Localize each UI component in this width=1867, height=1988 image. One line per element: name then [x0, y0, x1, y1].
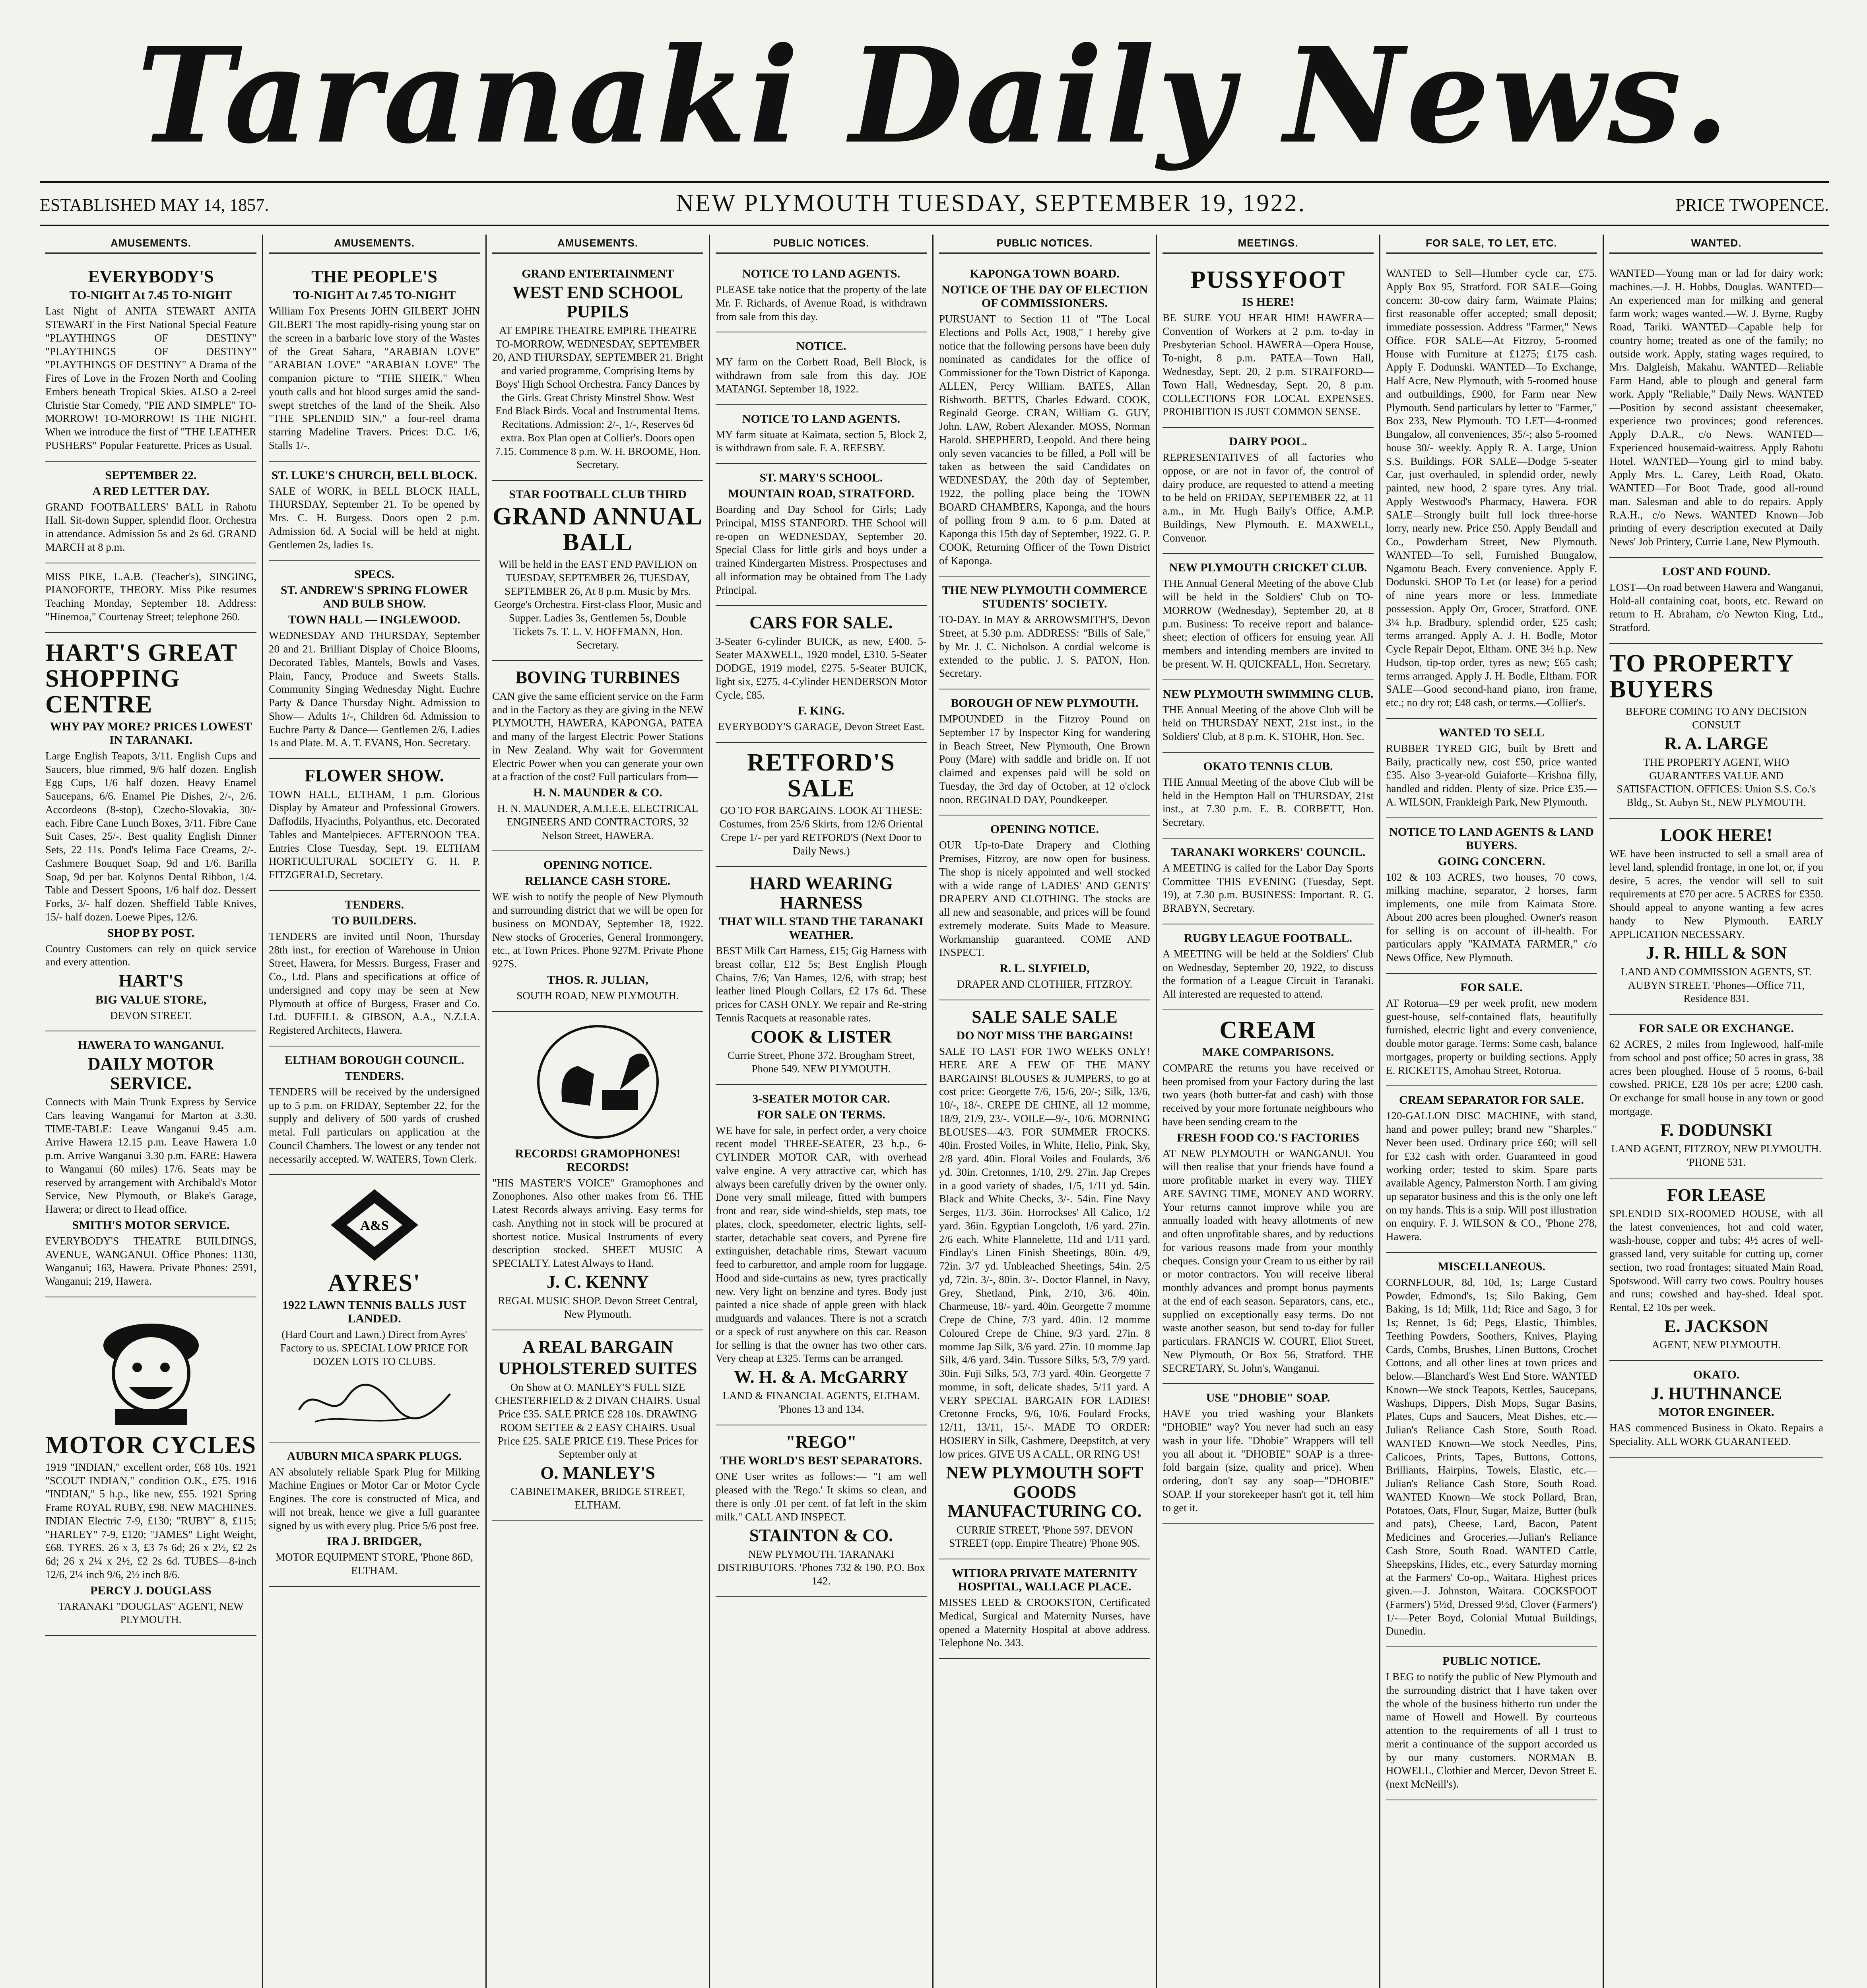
- ad-title: OKATO TENNIS CLUB.: [1203, 759, 1333, 773]
- ad-motor-car: [716, 1085, 927, 1425]
- ad-body: LOST—On road between Hawera and Wanganui, Hold-all containing coat, boots, etc. Reward on return to H. Abraham, c/o Newton King, Ltd., Stratford.: [1609, 581, 1823, 633]
- ad-title: AYRES': [328, 1270, 421, 1297]
- ad-body: ONE User writes as follows:— "I am well pleased with the 'Rego.' It skims so clean, and there is only .01 per cent. of fat left in the skim milk." CALL AND INSPECT.: [716, 1470, 927, 1523]
- ad-address: H. N. MAUNDER, A.M.I.E.E. ELECTRICAL ENGINEERS AND CONTRACTORS, 32 Nelson Street, HAWERA.: [497, 802, 699, 841]
- ad-signature: W. H. & A. McGARRY: [734, 1367, 908, 1387]
- ad-title: DAIRY POOL.: [1229, 435, 1307, 448]
- ad-address: EVERYBODY'S GARAGE, Devon Street East.: [718, 720, 925, 733]
- ad-subtitle: GOING CONCERN.: [1438, 854, 1545, 868]
- ad-body: 62 ACRES, 2 miles from Inglewood, half-mile from school and post office; 50 acres in grass, 38 acres been ploughed. House of 5 rooms, 6-bail cowshed. PRICE, £28 10s per acre; £200 cash. Or exchange for small house in any town or good mortgage.: [1609, 1038, 1823, 1117]
- ad-subtitle: DAILY MOTOR SERVICE.: [87, 1054, 214, 1093]
- ad-body: HAS commenced Business in Okato. Repairs a Speciality. ALL WORK GUARANTEED.: [1609, 1422, 1823, 1448]
- ad-body: Country Customers can rely on quick service and every attention.: [45, 942, 256, 968]
- ad-signature: R. A. LARGE: [1664, 734, 1768, 753]
- ad-title: RETFORD'S SALE: [747, 749, 895, 802]
- ad-body: GO TO FOR BARGAINS. LOOK AT THESE: Costumes, from 25/6 Skirts, from 12/6 Oriental Crepe 1/- per yard RETFORD'S (Next Door to Daily News.): [719, 804, 923, 857]
- ad-dhobie-soap: [1163, 1384, 1374, 1524]
- ad-body: 1919 "INDIAN," excellent order, £68 10s. 1921 "SCOUT INDIAN," condition O.K., £75. 1916 "INDIAN," 5 h.p., like new, £55. 1921 Spring Frame ROYAL RUBY, £98. NEW MACHINES. INDIAN Electric 7-9, £130; "RUBY" 8, £115; "HARLEY" 7-9, £120; "JAMES" Light Weight, £68. TYRES. 26 x 3, £3 7s 6d; 26 x 2½, £2 2s 6d; 26 x 2¼ x 2½, £2 2s 6d. TUBES—8-inch 12/6, 2¼ inch 9/6, 2½ inch 8/6.: [45, 1461, 256, 1580]
- notice-land-agents-2: [716, 405, 927, 464]
- ad-subtitle: WEST END SCHOOL PUPILS: [512, 283, 683, 322]
- ad-body: AT Rotorua—£9 per week profit, new modern guest-house, self-contained flats, beautifully furnished, electric light and every convenience, double motor garage. Terms: Some cash, balance mortgages, property or building sections. Apply E. RICKETTS, Amohau Street, Rotorua.: [1386, 997, 1597, 1076]
- meeting-tennis-club: [1163, 753, 1374, 839]
- ad-subtitle: TO-NIGHT At 7.45 TO-NIGHT: [69, 289, 233, 302]
- ad-title: "REGO": [786, 1432, 857, 1452]
- notice-farm-withdrawn: [716, 332, 927, 405]
- ad-signature: IRA J. BRIDGER,: [327, 1535, 422, 1548]
- ad-body: (Hard Court and Lawn.) Direct from Ayres' Factory to us. SPECIAL LOW PRICE FOR DOZEN LOTS TO CLUBS.: [280, 1328, 469, 1367]
- ad-subtitle: IS HERE!: [1242, 295, 1294, 309]
- ad-address: SOUTH ROAD, NEW PLYMOUTH.: [516, 989, 679, 1002]
- ad-subtitle: THE WORLD'S BEST SEPARATORS.: [720, 1454, 922, 1468]
- notice-kaponga: [939, 260, 1150, 577]
- ad-title: CARS FOR SALE.: [749, 613, 893, 633]
- ad-body: RUBBER TYRED GIG, built by Brett and Baily, practically new, cost £50, price wanted £35. Also 3-year-old Guiaforte—Krishna filly, handled and ridden. Plenty of size. Price £35.—A. WILSON, Frankleigh Park, New Plymouth.: [1386, 742, 1597, 808]
- column-heading: PUBLIC NOTICES.: [939, 235, 1150, 254]
- ad-signature: THOS. R. JULIAN,: [547, 973, 648, 986]
- ad-body: WE wish to notify the people of New Plymouth and surrounding district that we will be open for business on MONDAY, September 18, 1922. New stocks of Groceries, General Ironmongery, etc., at Town Prices. Phone 927M. Private Phone 927S.: [492, 891, 703, 970]
- ad-retfords: [716, 743, 927, 867]
- ad-title: EVERYBODY'S: [88, 267, 214, 286]
- ad-body: CAN give the same efficient service on the Farm and in the Factory as they are giving in the NEW PLYMOUTH, HAWERA, KAPONGA, PATEA and many of the largest Electric Power Stations in New Zealand. Why wait for Government Electric Power when you can generate your own at a fraction of the cost? Full particulars from—: [492, 690, 703, 783]
- ad-title: BOROUGH OF NEW PLYMOUTH.: [951, 697, 1139, 710]
- ad-body: CORNFLOUR, 8d, 10d, 1s; Large Custard Powder, Edmond's, 1s; Silo Baking, Gem Baking, 1s 1d; Milk, 11d; Rice and Sago, 3 for 1s; Rennet, 1s 6d; Pegs, Elastic, Thimbles, Teething Powders, Soothers, Knives, Playing Cards, Combs, Brushes, Linen Buttons, Crochet Cottons, and all other lines at town prices and below.—Blanchard's West End Store. WANTED Known—We stock Teapots, Kettles, Saucepans, Washups, Dippers, Dish Mops, Sugar Basins, Plates, Cups and Saucers, Meat Dishes, etc.—Julian's Reliance Cash Store, South Road. WANTED Known—We stock Needles, Pins, Calicoes, Prints, Tapes, Buttons, Cottons, Brilliants, Hairpins, Towels, Elastic, etc.—Julian's Reliance Cash Store, South Road. WANTED Known—We stock Pollard, Bran, Potatoes, Oats, Flour, Sugar, Maize, Butter (bulk and pats), Cheese, Lard, Bacon, Patent Medicines and Groceries.—Julian's Reliance Cash Store, South Road. WANTED Cattle, Sheepskins, Hides, etc., every Saturday morning at the Farmers' Co-op., Waitara. Highest prices given.—J. Johnston, Waitara. COCKSFOOT (Farmers') 5½d, Dressed 9½d, Clover (Farmers') 1/-—Peter Boyd, Colonial Mutual Buildings, Dunedin.: [1386, 1276, 1597, 1637]
- ad-body: BE SURE YOU HEAR HIM! HAWERA—Convention of Workers at 2 p.m. to-day in Presbyterian School. HAWERA—Opera House, To-night, 8 p.m. PATEA—Town Hall, Wednesday, Sept. 20, 2 p.m. STRATFORD—Town Hall, Wednesday, Sept. 20, 8 p.m. COLLECTIONS FOR LOCAL EXPENSES. PROHIBITION IS JUST COMMON SENSE.: [1163, 312, 1374, 418]
- price: PRICE TWOPENCE.: [1675, 195, 1829, 215]
- ad-body: REPRESENTATIVES of all factories who oppose, or are not in favor of, the control of dairy produce, are requested to attend a meeting to be held on FRIDAY, SEPTEMBER 22, at 11 a.m., in Mr. Hugh Baily's Office, A.M.P. Buildings, New Plymouth. E. MAXWELL, Convenor.: [1163, 451, 1374, 544]
- ad-title: HART'S GREAT SHOPPING CENTRE: [45, 639, 237, 718]
- ad-signature: J. C. KENNY: [547, 1272, 649, 1292]
- meeting-dairy-pool: [1163, 428, 1374, 554]
- signature-icon: [291, 1374, 458, 1430]
- ad-manleys: [492, 1330, 703, 1521]
- ad-body: WE have been instructed to sell a small area of level land, splendid frontage, in one lot, or, if you desire, 5 acres, the vendor will sell to suit requirements at £70 per acre. 5 ACRES for £350. Should appeal to anyone wanting a few acres handy to New Plymouth. EARLY APPLICATION NECESSARY.: [1609, 848, 1823, 940]
- ad-body: THE Annual General Meeting of the above Club will be held in the Soldiers' Club on TO-MORROW (Wednesday), September 20, at 8 p.m. Business: To receive report and balance-sheet; election of officers for ensuing year. All members and intending members are invited to be present. W. H. QUICKFALL, Hon. Secretary.: [1163, 577, 1374, 670]
- ad-eltham-borough: [269, 1046, 480, 1175]
- dateline: [40, 187, 1829, 223]
- ad-wanted-to-sell: [1386, 719, 1597, 818]
- ad-body: WE have for sale, in perfect order, a very choice recent model THREE-SEATER, 23 h.p., 6-CYLINDER MOTOR CAR, with overhead valve engine. A very attractive car, which has always been carefully driven by the owner only. Done very small mileage, fitted with bumpers front and rear, side wind-shields, step mats, toe plates, clock, speedometer, electric lights, self-starter, detachable seat covers, and Pyrene fire extinguisher, detachable rims, Stewart vacuum feed to carburettor, and ample room for luggage. Hood and side-curtains as new, tyres practically new. Very light on benzine and tyres. Body just painted a nice shade of apple green with black mudguards and valances. There is not a scratch or a speck of rust anywhere on this car. Reason for selling is that the owner has two other cars. Very cheap at £325. Terms can be arranged.: [716, 1124, 927, 1365]
- ad-signature: J. HUTHNANCE: [1650, 1384, 1782, 1404]
- ad-title: NOTICE.: [796, 340, 846, 353]
- ad-title: ST. LUKE'S CHURCH, BELL BLOCK.: [271, 468, 477, 482]
- ad-signature: O. MANLEY'S: [540, 1463, 655, 1483]
- ad-title: LOST AND FOUND.: [1662, 565, 1770, 578]
- ad-body: A MEETING will be held at the Soldiers' Club on Wednesday, September 20, 1922, to discuss the formation of a League Circuit in Taranaki. All interested are requested to attend.: [1163, 947, 1374, 1000]
- ad-subtitle: FOR SALE ON TERMS.: [757, 1108, 885, 1121]
- masthead: [32, 12, 1837, 179]
- column-heading: WANTED.: [1609, 235, 1823, 254]
- ad-title: OPENING NOTICE.: [543, 858, 652, 872]
- ad-subtitle: NOTICE OF THE DAY OF ELECTION OF COMMISSIONERS.: [941, 283, 1148, 310]
- ad-body: TENDERS will be received by the undersigned up to 5 p.m. on FRIDAY, September 22, for the supply and delivery of 500 yards of crushed metal. Full particulars on application at the Council Chambers. The lowest or any tender not necessarily accepted. W. WATERS, Town Clerk.: [269, 1085, 480, 1165]
- ad-body: THE Annual Meeting of the above Club will be held on THURSDAY NEXT, 21st inst., in the Soldiers' Club, at 8 p.m. K. STOHR, Hon. Sec.: [1163, 703, 1374, 743]
- ad-spark-plugs: [269, 1442, 480, 1587]
- ad-title: FOR LEASE: [1667, 1185, 1766, 1205]
- ad-body: PLEASE take notice that the property of the late Mr. F. Richards, of Avenue Road, is withdrawn from sale from this day.: [716, 283, 927, 322]
- ad-address: LAND & FINANCIAL AGENTS, ELTHAM. 'Phones 13 and 134.: [722, 1390, 920, 1415]
- ad-body: MISSES LEED & CROOKSTON, Certificated Medical, Surgical and Maternity Nurses, have opened a Maternity Hospital at above address. Telephone No. 343.: [939, 1596, 1150, 1649]
- ad-reliance-cash-store: [492, 851, 703, 1011]
- classifieds-wanted: [1609, 260, 1823, 558]
- ad-pussyfoot: [1163, 260, 1374, 428]
- column-2: [263, 235, 487, 1988]
- column-heading: AMUSEMENTS.: [492, 235, 703, 254]
- ad-title: SALE SALE SALE: [972, 1007, 1118, 1027]
- ad-body: SALE of WORK, in BELL BLOCK HALL, THURSDAY, September 21. To be opened by Mrs. C. H. Burgess. Doors open 2 p.m. Admission 6d. A Social will be held at night. Gentlemen 2s, ladies 1s.: [269, 485, 480, 551]
- ad-subtitle: FRESH FOOD CO.'S FACTORIES: [1177, 1131, 1359, 1144]
- ad-cream-separator: [1386, 1086, 1597, 1253]
- ad-title: BOVING TURBINES: [515, 668, 680, 687]
- ad-title: GRAND ENTERTAINMENT: [522, 267, 674, 280]
- ad-body: SALE TO LAST FOR TWO WEEKS ONLY! HERE ARE A FEW OF THE MANY BARGAINS! BLOUSES & JUMPERS, to go at cost price: Georgette 7/6, 15/6, 20/-; Silk, 13/6, 10/-, 18/-. CREPE DE CHINE, all 12 momme, 18/9, 21/9, 23/-. VOILE—9/-, 10/6. MORNING BLOUSES—4/3. FOR SUMMER FROCKS. 40in. Frosted Voiles, in White, Helio, Pink, Sky, 2/8 yard. 40in. Floral Voiles and Foulards, 3/6 yd. 30in. Cretonnes, 1/10, 2/9. 27in. Jap Crepes in a good variety of shades, 1/5, 1/11 yd. 54in. Black and White Checks, 3/-. 54in. Fine Navy Serges, 11/3. 36in. Horrockses' All Calico, 1/2 yard. 36in. Egyptian Longcloth, 1/6 yard. 27in. 2/6 each. White Flannelette, 11d and 1/11 yard. Findlay's Linen Finish Sheetings, 80in. 4/9, 72in. 3/7 yd. Unbleached Sheetings, 54in. 2/5 yd, 72in. 3/-, 80in. 3/-. Doctor Flannel, in Navy, Grey, Shetland, Pink, 2/10, 3/6. 40in. Charmeuse, 18/- yard. 40in. Georgette 7 momme Crepe de Chine, 7/3 yard. 40in. 12 momme Coloured Crepe de Chine, 9/3 yard. 27in. 8 momme Jap Silk, 3/6 yard. 27in. 10 momme Jap Silk, 4/6 yard. 34in. Tussore Silks, 5/3, 7/9 yard. 30in. Fuji Silks, 5/3, 7/3 yard. 40in. Georgette 7 momme, in soft, delicate shades, 5/11 yard. A VERY SPECIAL BARGAIN FOR LADIES! Cretonne Frocks, 9/6, 10/6. Foulard Frocks, 12/11, 13/11, 15/-. MADE TO ORDER: HOSIERY in Silk, Cashmere, Deepstitch, at very low prices. GIVE US A CALL, OR RING US!: [939, 1045, 1150, 1460]
- ad-address: THE PROPERTY AGENT, WHO GUARANTEES VALUE AND SATISFACTION. OFFICES: Union S.S. Co.'s Bldg., St. Aubyn St., NEW PLYMOUTH.: [1617, 756, 1816, 809]
- ad-body: TOWN HALL, ELTHAM, 1 p.m. Glorious Display by Amateur and Professional Growers. Daffodils, Hyacinths, Polyanthus, etc. Decorated Tables and Mantelpieces. AFTERNOON TEA. Entries Close Tuesday, Sept. 19. ELTHAM HORTICULTURAL SOCIETY G. H. P. FITZGERALD, Secretary.: [269, 788, 480, 881]
- ad-body: Last Night of ANITA STEWART ANITA STEWART in the First National Special Feature "PLAYTHINGS OF DESTINY" "PLAYTHINGS OF DESTINY" "PLAYTHINGS OF DESTINY" A Drama of the Fires of Love in the Frozen North and Cooling Embers beneath Tropical Skies. ALSO a 2-reel Christie Star Comedy, "PIE AND SIMPLE" TO-MORROW! TO-MORROW! IS THE NIGHT. When we introduce the first of "THE LEATHER PUSHERS" Popular Featurette. Prices as Usual.: [45, 305, 256, 451]
- meeting-workers-council: [1163, 839, 1374, 924]
- ad-signature: E. JACKSON: [1664, 1316, 1768, 1336]
- ad-body: Connects with Main Trunk Express by Service Cars leaving Wanganui for Marton at 3.30. TIME-TABLE: Leave Wanganui 9.45 a.m. Arrive Hawera 12.15 p.m. Leave Hawera 1.0 p.m. Arrive Wanganui 3.30 p.m. FARE: Hawera to Wanganui (60 miles) 17/6. Seats may be reserved by arrangement with Archibald's Motor Service, New Plymouth, or Blake's Garage, Hawera; or direct to Head office.: [45, 1096, 256, 1215]
- ad-address: LAND AND COMMISSION AGENTS, ST. AUBYN STREET. 'Phones—Office 711, Residence 831.: [1621, 965, 1812, 1005]
- ad-subtitle: BIG VALUE STORE,: [95, 993, 207, 1006]
- ad-signature: F. DODUNSKI: [1660, 1120, 1772, 1140]
- ad-body: Large English Teapots, 3/11. English Cups and Saucers, blue rimmed, 9/6 half dozen. English Egg Cups, 1/6 half dozen. Heavy Enamel Saucepans, 6/6. Enamel Pie Dishes, 2/-, 2/6. Accordeons (8-stop), Czecho-Slovakia, 30/- each. Fibre Cane Lunch Boxes, 3/11. Fibre Cane Suit Cases, 25/-. Best quality English Dinner Sets, 22 11s. Pond's Ielima Face Creams, 2/-. Cashmere Bouquet Soap, 9d and 1/6. Barilla Soap, 9d per bar. Kolynos Dental Ribbon, 1/4. Table and Dessert Spoons, 1/6 half doz. Dessert Forks, 3/- half dozen. Sheffield Table Knives, 15/- half dozen. Loewe Pipes, 12/6.: [45, 749, 256, 923]
- ad-subtitle: GRAND ANNUAL BALL: [493, 503, 703, 556]
- notice-public-howell: [1386, 1647, 1597, 1800]
- ad-title: WANTED TO SELL: [1438, 726, 1545, 739]
- ad-signature: J. R. HILL & SON: [1646, 943, 1787, 963]
- ad-address: REGAL MUSIC SHOP. Devon Street Central, New Plymouth.: [498, 1295, 698, 1320]
- ad-title: THE NEW PLYMOUTH COMMERCE STUDENTS' SOCIETY.: [942, 584, 1147, 611]
- column-heading: PUBLIC NOTICES.: [716, 235, 927, 254]
- ad-records: [492, 1012, 703, 1330]
- ad-subtitle: RELIANCE CASH STORE.: [525, 874, 671, 888]
- ad-red-letter-day: [45, 462, 256, 563]
- ad-title: PUBLIC NOTICE.: [1442, 1654, 1541, 1668]
- ad-title: AUBURN MICA SPARK PLUGS.: [287, 1449, 462, 1463]
- ad-body: EVERYBODY'S THEATRE BUILDINGS, AVENUE, WANGANUI. Office Phones: 1130, Wanganui; 163, Hawera. Private Phones: 2591, Wanganui; 219, Hawera.: [45, 1235, 256, 1287]
- column-8: [1604, 235, 1829, 1988]
- ad-signature: PERCY J. DOUGLASS: [90, 1584, 212, 1597]
- ad-body: William Fox Presents JOHN GILBERT JOHN GILBERT The most rapidly-rising young star on the screen in a barbaric love story of the Wastes of the Great Sahara, "ARABIAN LOVE" "ARABIAN LOVE" "ARABIAN LOVE" The companion picture to "THE SHEIK." When youth calls and hot blood surges amid the sand-swept stretches of the land of the Sheik. Also "THE SPLENDID SIN," a four-reel drama starring Madeline Travers. Prices: D.C. 1/6, Stalls 1/-.: [269, 305, 480, 451]
- column-heading: AMUSEMENTS.: [269, 235, 480, 254]
- meeting-swimming-club: [1163, 680, 1374, 753]
- section-heading: TENDERS.: [344, 898, 404, 911]
- ad-miss-pike: [45, 563, 256, 633]
- ad-cream: [1163, 1010, 1374, 1384]
- ad-title: THE PEOPLE'S: [311, 267, 437, 286]
- ad-body: Will be held in the EAST END PAVILION on TUESDAY, SEPTEMBER 26, TUESDAY, SEPTEMBER 26, At 8 p.m. Music by Mrs. George's Orchestra. First-class Floor, Music and Supper. Ladies 3s, Gentlemen 5s, Double Tickets 7s. T. L. V. HOFFMANN, Hon. Secretary.: [494, 558, 702, 651]
- ad-title: STAR FOOTBALL CLUB THIRD: [509, 488, 687, 501]
- ad-title: ST. ANDREW'S SPRING FLOWER AND BULB SHOW.: [280, 584, 468, 611]
- ad-body: AT EMPIRE THEATRE EMPIRE THEATRE TO-MORROW, WEDNESDAY, SEPTEMBER 20, AND THURSDAY, SEPTEMBER 21. Bright and varied programme, Comprising Items by Boys' High School Orchestra. Fancy Dances by the Girls. Great Christy Minstrel Show. West End Black Birds. Vocal and Instrumental Items. Recitations. Admission: 2/-, 1/-, Reserves 6d extra. Box Plan open at Collier's. Doors open 7.15. Commence 8 p.m. W. H. BROOME, Hon. Secretary.: [492, 324, 703, 471]
- ad-address: CABINETMAKER, BRIDGE STREET, ELTHAM.: [510, 1485, 685, 1511]
- newsboy-caricature-icon: [91, 1308, 211, 1427]
- ad-title: TO BUILDERS.: [332, 914, 417, 927]
- ad-going-concern: [1386, 818, 1597, 974]
- section-heading: SPECS.: [354, 568, 394, 581]
- established-date: ESTABLISHED MAY 14, 1857.: [40, 195, 269, 215]
- ad-title: LOOK HERE!: [1660, 825, 1773, 845]
- ad-star-football-ball: [492, 481, 703, 661]
- issue-date: NEW PLYMOUTH TUESDAY, SEPTEMBER 19, 1922.: [676, 190, 1306, 217]
- ad-body: "HIS MASTER'S VOICE" Gramophones and Zonophones. Also other makes from £6. THE Latest Records always arriving. Easy terms for cash. Anything not in stock will be procured at shortest notice. Musical Instruments of every description stocked. SHEET MUSIC A SPECIALTY. Latest Always to Hand.: [492, 1176, 703, 1270]
- ad-title: RUGBY LEAGUE FOOTBALL.: [1184, 931, 1353, 945]
- ad-signature: STAINTON & CO.: [749, 1526, 893, 1545]
- ad-address: MOTOR EQUIPMENT STORE, 'Phone 86D, ELTHAM.: [276, 1551, 473, 1577]
- ad-subtitle: TOWN HALL — INGLEWOOD.: [288, 613, 460, 627]
- ad-title: SMITH'S MOTOR SERVICE.: [72, 1218, 230, 1232]
- ad-body: 3-Seater 6-cylinder BUICK, as new, £400. 5-Seater MAXWELL, 1920 model, £310. 5-Seater DODGE, 1919 model, £275. 5-Seater BUICK, light six, £275. 4-Cylinder HENDERSON Motor Cycle, £85.: [716, 635, 927, 701]
- ad-look-here: [1609, 819, 1823, 1015]
- ad-subtitle: MOUNTAIN ROAD, STRATFORD.: [728, 487, 914, 500]
- masthead-rule: [40, 181, 1829, 183]
- ad-signature: NEW PLYMOUTH SOFT GOODS MANUFACTURING CO.: [946, 1463, 1143, 1521]
- column-heading: FOR SALE, TO LET, ETC.: [1386, 235, 1597, 254]
- ad-body: A MEETING is called for the Labor Day Sports Committee THIS EVENING (Tuesday, Sept. 19), at 7.30 p.m. BUSINESS: Important. R. G. BRABYN, Secretary.: [1163, 862, 1374, 914]
- ad-st-lukes: [269, 462, 480, 561]
- diamond-logo-icon: [327, 1185, 422, 1265]
- ad-title: 3-SEATER MOTOR CAR.: [752, 1092, 890, 1105]
- ad-flower-show-eltham: [269, 759, 480, 891]
- ad-body: BEST Milk Cart Harness, £15; Gig Harness with breast collar, £12 5s; Best English Plough Chains, 7/6; Van Hames, 12/6, with strap; best leather lined Plough Collars, £2 17s 6d. These prices for CASH ONLY. We repair and Re-string Tennis Racquets at reasonable rates.: [716, 945, 927, 1024]
- ad-signature: H. N. MAUNDER & CO.: [533, 786, 662, 800]
- ad-tenders: [269, 891, 480, 1046]
- notice-borough: [939, 689, 1150, 815]
- column-heading: MEETINGS.: [1163, 235, 1374, 254]
- ad-body: AT NEW PLYMOUTH or WANGANUI. You will then realise that your friends have found a more profitable market in every way. THEY ARE SAVING TIME, MONEY AND WORRY. Your returns cannot improve while you are annually loaded with heavy allotments of new and often unprofitable shares, and by reductions for various reasons made from your monthly cheques. Consign your Cream to us either by rail or motor contractors. You will receive liberal monthly advances and prompt bonus payments at the end of each season. Separators, cans, etc., supplied on exceptionally easy terms. Do not waste another season, but send to-day for fuller particulars. FRANCIS W. COURT, Eliot Street, New Plymouth, Or Box 56, Stratford. THE SECRETARY, St. John's, Wanganui.: [1163, 1147, 1374, 1374]
- ad-title: NEW PLYMOUTH SWIMMING CLUB.: [1163, 687, 1374, 701]
- column-heading: AMUSEMENTS.: [45, 235, 256, 254]
- ad-property-buyers: [1609, 644, 1823, 819]
- column-1: [40, 235, 263, 1988]
- ad-okato-motor-engineer: [1609, 1361, 1823, 1458]
- ad-title: SEPTEMBER 22.: [105, 468, 197, 482]
- ad-for-lease: [1609, 1178, 1823, 1361]
- ad-title: NOTICE TO LAND AGENTS.: [742, 412, 901, 425]
- ad-title: RECORDS! GRAMOPHONES! RECORDS!: [515, 1147, 681, 1174]
- ad-body: BEFORE COMING TO ANY DECISION CONSULT: [1625, 705, 1807, 731]
- ad-title: TO PROPERTY BUYERS: [1609, 650, 1793, 703]
- ad-address: AGENT, NEW PLYMOUTH.: [1652, 1339, 1781, 1351]
- ad-body: GRAND FOOTBALLERS' BALL in Rahotu Hall. Sit-down Supper, splendid floor. Orchestra in attendance. Admission 5s and 2s 6d. GRAND MARCH at 8 p.m.: [45, 501, 256, 553]
- ad-body: WANTED—Young man or lad for dairy work; machines.—J. H. Hobbs, Douglas. WANTED—An experienced man for milking and general farm work; wages wanted.—W. J. Byrne, Rugby Road, Tariki. WANTED—Capable help for country home; treated as one of the family; no outside work. Apply, stating wages required, to Mrs. Dalgleish, Makahu. WANTED—Reliable Farm Hand, able to plough and general farm work. Apply "Reliable," Daily News. WANTED—Position by second assistant cheesemaker, experience two provinces; good references. Apply D.A.R., c/o News. WANTED—Experienced housemaid-waitress. Apply Rahotu Hotel. WANTED—Young girl to mind baby. Apply Mrs. L. Carey, Leith Road, Okato. WANTED—For Boot Trade, good all-round man. Salesman and able to do repairs. Apply R.A.H., c/o News. WANTED Known—Job printing of every description executed at Daily News' Job Printery, Currie Lane, New Plymouth.: [1609, 267, 1823, 547]
- ad-title: NOTICE TO LAND AGENTS & LAND BUYERS.: [1389, 825, 1594, 852]
- dateline-rule: [40, 225, 1829, 226]
- ad-body: IMPOUNDED in the Fitzroy Pound on September 17 by Inspector King for wandering in Beach Street, New Plymouth, One Brown Pony (Mare) with saddle and bridle on. If not claimed and expenses paid will be sold on Tuesday, the 3rd day of October, at 12 o'clock noon. REGINALD DAY, Poundkeeper.: [939, 713, 1150, 806]
- ad-subtitle: DO NOT MISS THE BARGAINS!: [956, 1029, 1133, 1043]
- ad-subtitle: TENDERS.: [344, 1069, 404, 1083]
- ad-boving-turbines: [492, 661, 703, 851]
- notice-land-agents-1: [716, 260, 927, 332]
- ad-body: 102 & 103 ACRES, two houses, 70 cows, milking machine, separator, 2 horses, farm implements, one mile from Kaimata Store. About 200 acres been ploughed. Owner's reason for selling is on account of ill-health. For particulars apply "KAIMATA FARMER," c/o News Office, New Plymouth.: [1386, 871, 1597, 963]
- ad-body: THE Annual Meeting of the above Club will be held in the Hempton Hall on THURSDAY, 21st inst., at 7.30 p.m. E. B. CORBETT, Hon. Secretary.: [1163, 776, 1374, 829]
- ad-body: WEDNESDAY AND THURSDAY, September 20 and 21. Brilliant Display of Choice Blooms, Decorated Tables, Mantels, Bowls and Vases. Plain, Fancy, Produce and Sweets Stalls. Community Singing Wednesday Night. Euchre Party & Dance Thursday Night. Admission to Show— Adults 1/-, Children 6d. Admission to Euchre Party & Dance— Gentlemen 2/6, Ladies 1s and Plate. M. A. T. EVANS, Hon. Secretary.: [269, 629, 480, 749]
- classifieds-for-sale: [1386, 260, 1597, 719]
- ad-title: HART'S: [118, 971, 183, 991]
- ad-address: DRAPER AND CLOTHIER, FITZROY.: [957, 978, 1133, 990]
- meeting-rugby-league: [1163, 924, 1374, 1010]
- meeting-cricket-club: [1163, 554, 1374, 680]
- ad-subtitle: 1922 LAWN TENNIS BALLS JUST LANDED.: [282, 1299, 466, 1326]
- ad-body: AN absolutely reliable Spark Plug for Milking Machine Engines or Motor Car or Motor Cycle Engines. The core is constructed of Mica, and will not break, hence we give a full guarantee signed by us with every plug. Price 5/6 post free.: [269, 1466, 480, 1532]
- notice-maternity-hospital: [939, 1559, 1150, 1659]
- ad-subtitle: MAKE COMPARISONS.: [1202, 1045, 1334, 1059]
- ad-ayres: [269, 1175, 480, 1442]
- ad-title: HARD WEARING HARNESS: [749, 874, 893, 912]
- notice-opening-fitzroy: [939, 815, 1150, 1000]
- ad-title: KAPONGA TOWN BOARD.: [970, 267, 1120, 280]
- ad-body: OUR Up-to-Date Drapery and Clothing Premises, Fitzroy, are now open for business. The shop is nicely appointed and well stocked with a wide range of LADIES' AND GENTS' DRAPERY AND CLOTHING. The stocks are all new and seasonable, and prices will be found extremely moderate. Suits Made to Measure. Workmanship guaranteed. COME AND INSPECT.: [939, 839, 1150, 959]
- ad-subtitle: THAT WILL STAND THE TARANAKI WEATHER.: [719, 915, 924, 942]
- column-5: [934, 235, 1157, 1988]
- ad-address: LAND AGENT, FITZROY, NEW PLYMOUTH. 'PHONE 531.: [1611, 1143, 1822, 1168]
- ad-title: MOTOR CYCLES: [45, 1431, 256, 1459]
- ad-title: OKATO.: [1693, 1368, 1740, 1382]
- ad-signature: COOK & LISTER: [751, 1027, 892, 1046]
- ad-body: SPLENDID SIX-ROOMED HOUSE, with all the latest conveniences, hot and cold water, wash-house, copper and tubs; 4½ acres of well-grassed land, very suitable for cutting up, corner section, two road frontages; situated Main Road, Spotswood. Will carry two cows. Poultry houses and runs; cowshed and hay-shed. Ideal spot. Rental, £2 10s per week.: [1609, 1207, 1823, 1314]
- ad-address: DEVON STREET.: [110, 1009, 192, 1021]
- ad-motor-cycles: [45, 1297, 256, 1636]
- ad-harness: [716, 867, 927, 1085]
- ad-sale: [939, 1000, 1150, 1559]
- column-7: [1380, 235, 1604, 1988]
- column-6: [1157, 235, 1380, 1988]
- ad-body: MY farm on the Corbett Road, Bell Block, is withdrawn from sale from this day. JOE MATANGI. September 18, 1922.: [716, 356, 927, 395]
- ad-address: Currie Street, Phone 372. Brougham Street, Phone 549. NEW PLYMOUTH.: [728, 1049, 915, 1075]
- ad-body: MY farm situate at Kaimata, section 5, Block 2, is withdrawn from sale. F. A. REESBY.: [716, 428, 927, 454]
- ad-title: FOR SALE.: [1460, 980, 1523, 994]
- ad-address: CURRIE STREET, 'Phone 597. DEVON STREET (opp. Empire Theatre) 'Phone 90S.: [949, 1524, 1140, 1549]
- ad-body: TO-DAY. In MAY & ARROWSMITH'S, Devon Street, at 5.30 p.m. ADDRESS: "Bills of Sale," by Mr. J. C. Nicholson. A cordial welcome is extended to the public. J. S. PATON, Hon. Secretary.: [939, 613, 1150, 679]
- ad-west-end-school: [492, 260, 703, 481]
- ad-address: NEW PLYMOUTH. TARANAKI DISTRIBUTORS. 'Phones 732 & 190. P.O. Box 142.: [717, 1548, 925, 1587]
- newspaper-title: Taranaki Daily News.: [137, 18, 1732, 173]
- ad-motor-service: [45, 1031, 256, 1297]
- ad-title: OPENING NOTICE.: [990, 823, 1099, 836]
- ad-everybodys: [45, 260, 256, 462]
- notice-st-marys: [716, 464, 927, 606]
- ad-title: CREAM: [1219, 1016, 1317, 1044]
- ad-body: Boarding and Day School for Girls; Lady Principal, MISS STANFORD. THE School will re-open on WEDNESDAY, September 20. Special Class for little girls and boys under a trained Kindergarten Mistress. Prospectuses and all information may be obtained from The Lady Principal.: [716, 503, 927, 596]
- ad-title: WITIORA PRIVATE MATERNITY HOSPITAL, WALLACE PLACE.: [952, 1567, 1137, 1594]
- ad-title: FLOWER SHOW.: [305, 766, 444, 786]
- column-4: [710, 235, 934, 1988]
- ad-title: TARANAKI WORKERS' COUNCIL.: [1170, 845, 1366, 859]
- ad-title: FOR SALE OR EXCHANGE.: [1638, 1022, 1794, 1035]
- ad-subtitle: TO-NIGHT At 7.45 TO-NIGHT: [293, 289, 456, 302]
- columns: [40, 235, 1829, 1988]
- ad-subtitle: SHOP BY POST.: [107, 926, 195, 940]
- ad-body: On Show at O. MANLEY'S FULL SIZE CHESTERFIELD & 2 DIVAN CHAIRS. Usual Price £35. SALE PRICE £28 10s. DRAWING ROOM SETTEE & 2 EASY CHAIRS. Usual Price £25. SALE PRICE £19. These Prices for September only at: [495, 1381, 701, 1460]
- ad-body: HAVE you tried washing your Blankets "DHOBIE" way? You never had such an easy wash in your life. "Dhobie" Wrappers will tell you all about it. "DHOBIE" SOAP is a three-fold bargain (size, quality and price). When ordering, don't say any soap—"DHOBIE" SOAP. If your storekeeper hasn't got it, tell him to get it.: [1163, 1408, 1374, 1514]
- ad-title: MISCELLANEOUS.: [1438, 1260, 1545, 1273]
- ad-body: WANTED to Sell—Humber cycle car, £75. Apply Box 95, Stratford. FOR SALE—Going concern: 30-cow dairy farm, Waimate Plains; first reasonable offer accepted; small deposit; immediate possession. Address "Farmer," News Office. FOR SALE—At Fitzroy, 5-roomed House with Furniture at £1275; £175 cash. Apply F. Dodunski. WANTED—To Exchange, Half Acre, New Plymouth, with 5-roomed house and outbuildings, £900, for Farm near New Plymouth. Send particulars by letter to "Farmer," Box 233, New Plymouth. TO LET—4-roomed Bungalow, all conveniences, 35/-; also 5-roomed house 30/- weekly. Apply R. A. Large, Union S.S. Buildings. FOR SALE—Dodge 5-seater Car, just overhauled, in splendid order, newly painted, new hood, 2 spare tyres. Any trial. Apply Westwood's Pharmacy, Hawera. FOR SALE—Strongly built full lock three-horse lorry, nearly new. Price £50. Apply Bendall and Co., Powderham Street, New Plymouth. WANTED—To sell, Furnished Bungalow, Ngamotu Beach. Every convenience. Apply F. Dodunski. SHOP To Let (or lease) for a period of nine years more or less. Immediate possession. Apply Orr, Grocer, Stratford. ONE 3¼ h.p. Bradbury, splendid order, £25 cash; terms arranged. Apply A. J. H. Bodle, Motor Cycle Repair Depot, Eltham. ONE 3½ h.p. New Hudson, tip-top order, tyres as new; £65 cash; terms arranged. Apply J. H. Bodle, Eltham. FOR SALE—Good second-hand piano, iron frame, etc.; no dry rot; £48 cash, or terms.—Collier's.: [1386, 267, 1597, 709]
- ad-title: ST. MARY'S SCHOOL.: [759, 471, 883, 484]
- ad-body: MISS PIKE, L.A.B. (Teacher's), SINGING, PIANOFORTE, THEORY. Miss Pike resumes Teaching Monday, September 18. Address: "Hinemoa," Courtenay Street; telephone 260.: [45, 570, 256, 623]
- ad-body: 120-GALLON DISC MACHINE, with stand, hand and power pulley; brand new "Sharples." Never been used. Ordinary price £60; will sell for £32 cash with order. Guaranteed in good working order; tested to skim. Spare parts available Agency, Palmerston North. I am giving up separator business and this is the only one left on my hands. This is a snip. Will post illustration on enquiry. F. J. WILSON & CO., 'Phone 278, Hawera.: [1386, 1110, 1597, 1242]
- ad-rego: [716, 1425, 927, 1597]
- ad-body: I BEG to notify the public of New Plymouth and the surrounding district that I have taken over the whole of the business hitherto run under the name of Howell and Howell. By courteous attention to the requirements of all I trust to merit a continuance of the support accorded us by our many customers. NORMAN B. HOWELL, Clothier and Mercer, Devon Street E. (next McNeill's).: [1386, 1671, 1597, 1790]
- column-3: [487, 235, 710, 1988]
- ad-harts: [45, 633, 256, 1032]
- ad-subtitle: UPHOLSTERED SUITES: [498, 1359, 697, 1378]
- ad-title: NOTICE TO LAND AGENTS.: [742, 267, 901, 280]
- ad-sale-or-exchange: [1609, 1015, 1823, 1178]
- gramophone-dog-icon: [534, 1022, 662, 1142]
- ad-flower-show-inglewood: [269, 561, 480, 759]
- ad-title: NEW PLYMOUTH CRICKET CLUB.: [1169, 561, 1367, 575]
- ad-title: PUSSYFOOT: [1190, 266, 1346, 293]
- ad-body: PURSUANT to Section 11 of "The Local Elections and Polls Act, 1908," I hereby give notice that the following persons have been duly nominated as candidates for the office of Commissioner for the Town District of Kaponga. ALLEN, Percy William. BATES, Allan Rishworth. BETTS, Charles Edward. COOK, Reginald George. CRAN, William G. GUY, John. LAW, Robert Alexander. MOSS, Norman Harold. SHEPHERD, Leopold. And there being only seven vacancies to be filled, a Poll will be taken as between the said Candidates on WEDNESDAY, the 20th day of September, 1922, the polling place being the TOWN BOARD CHAMBERS, Kaponga, and the hours of polling from 9 a.m. to 6 p.m. Dated at Kaponga this 15th day of September, 1922. G. P. COOK, Returning Officer of the Town District of Kaponga.: [939, 313, 1150, 567]
- ad-address: TARANAKI "DOUGLAS" AGENT, NEW PLYMOUTH.: [58, 1600, 244, 1626]
- ad-subtitle: MOTOR ENGINEER.: [1658, 1406, 1774, 1419]
- ad-miscellaneous: [1386, 1253, 1597, 1647]
- ad-title: HAWERA TO WANGANUI.: [78, 1039, 224, 1052]
- lost-and-found: [1609, 558, 1823, 644]
- notice-commerce-students: [939, 577, 1150, 689]
- ad-body: COMPARE the returns you have received or been promised from your Factory during the last two years (both butter-fat and cash) with those received by your more fortunate neighbours who have been sending cream to the: [1163, 1062, 1374, 1128]
- ad-signature: R. L. SLYFIELD,: [999, 962, 1090, 975]
- svg-text:A&S: A&S: [360, 1218, 389, 1233]
- ad-signature: F. KING.: [798, 704, 845, 718]
- ad-body: TENDERS are invited until Noon, Thursday 28th inst., for erection of Warehouse in Union Street, Hawera, for Messrs. Burgess, Fraser and Co., Ltd. Plans and specifications at office of undersigned and copy may be seen at New Plymouth at office of Burgess, Fraser and Co. Ltd. DUFFILL & GIBSON, A.A., N.Z.I.A. Registered Architects, Hawera.: [269, 930, 480, 1037]
- ad-peoples: [269, 260, 480, 462]
- ad-cars-for-sale: [716, 606, 927, 743]
- ad-title: A REAL BARGAIN: [522, 1337, 673, 1357]
- ad-title: CREAM SEPARATOR FOR SALE.: [1399, 1093, 1584, 1107]
- ad-subtitle: WHY PAY MORE? PRICES LOWEST IN TARANAKI.: [50, 720, 252, 747]
- ad-subtitle: A RED LETTER DAY.: [92, 484, 210, 498]
- ad-title: USE "DHOBIE" SOAP.: [1206, 1391, 1330, 1405]
- ad-rotorua: [1386, 974, 1597, 1087]
- ad-title: ELTHAM BOROUGH COUNCIL.: [284, 1053, 464, 1067]
